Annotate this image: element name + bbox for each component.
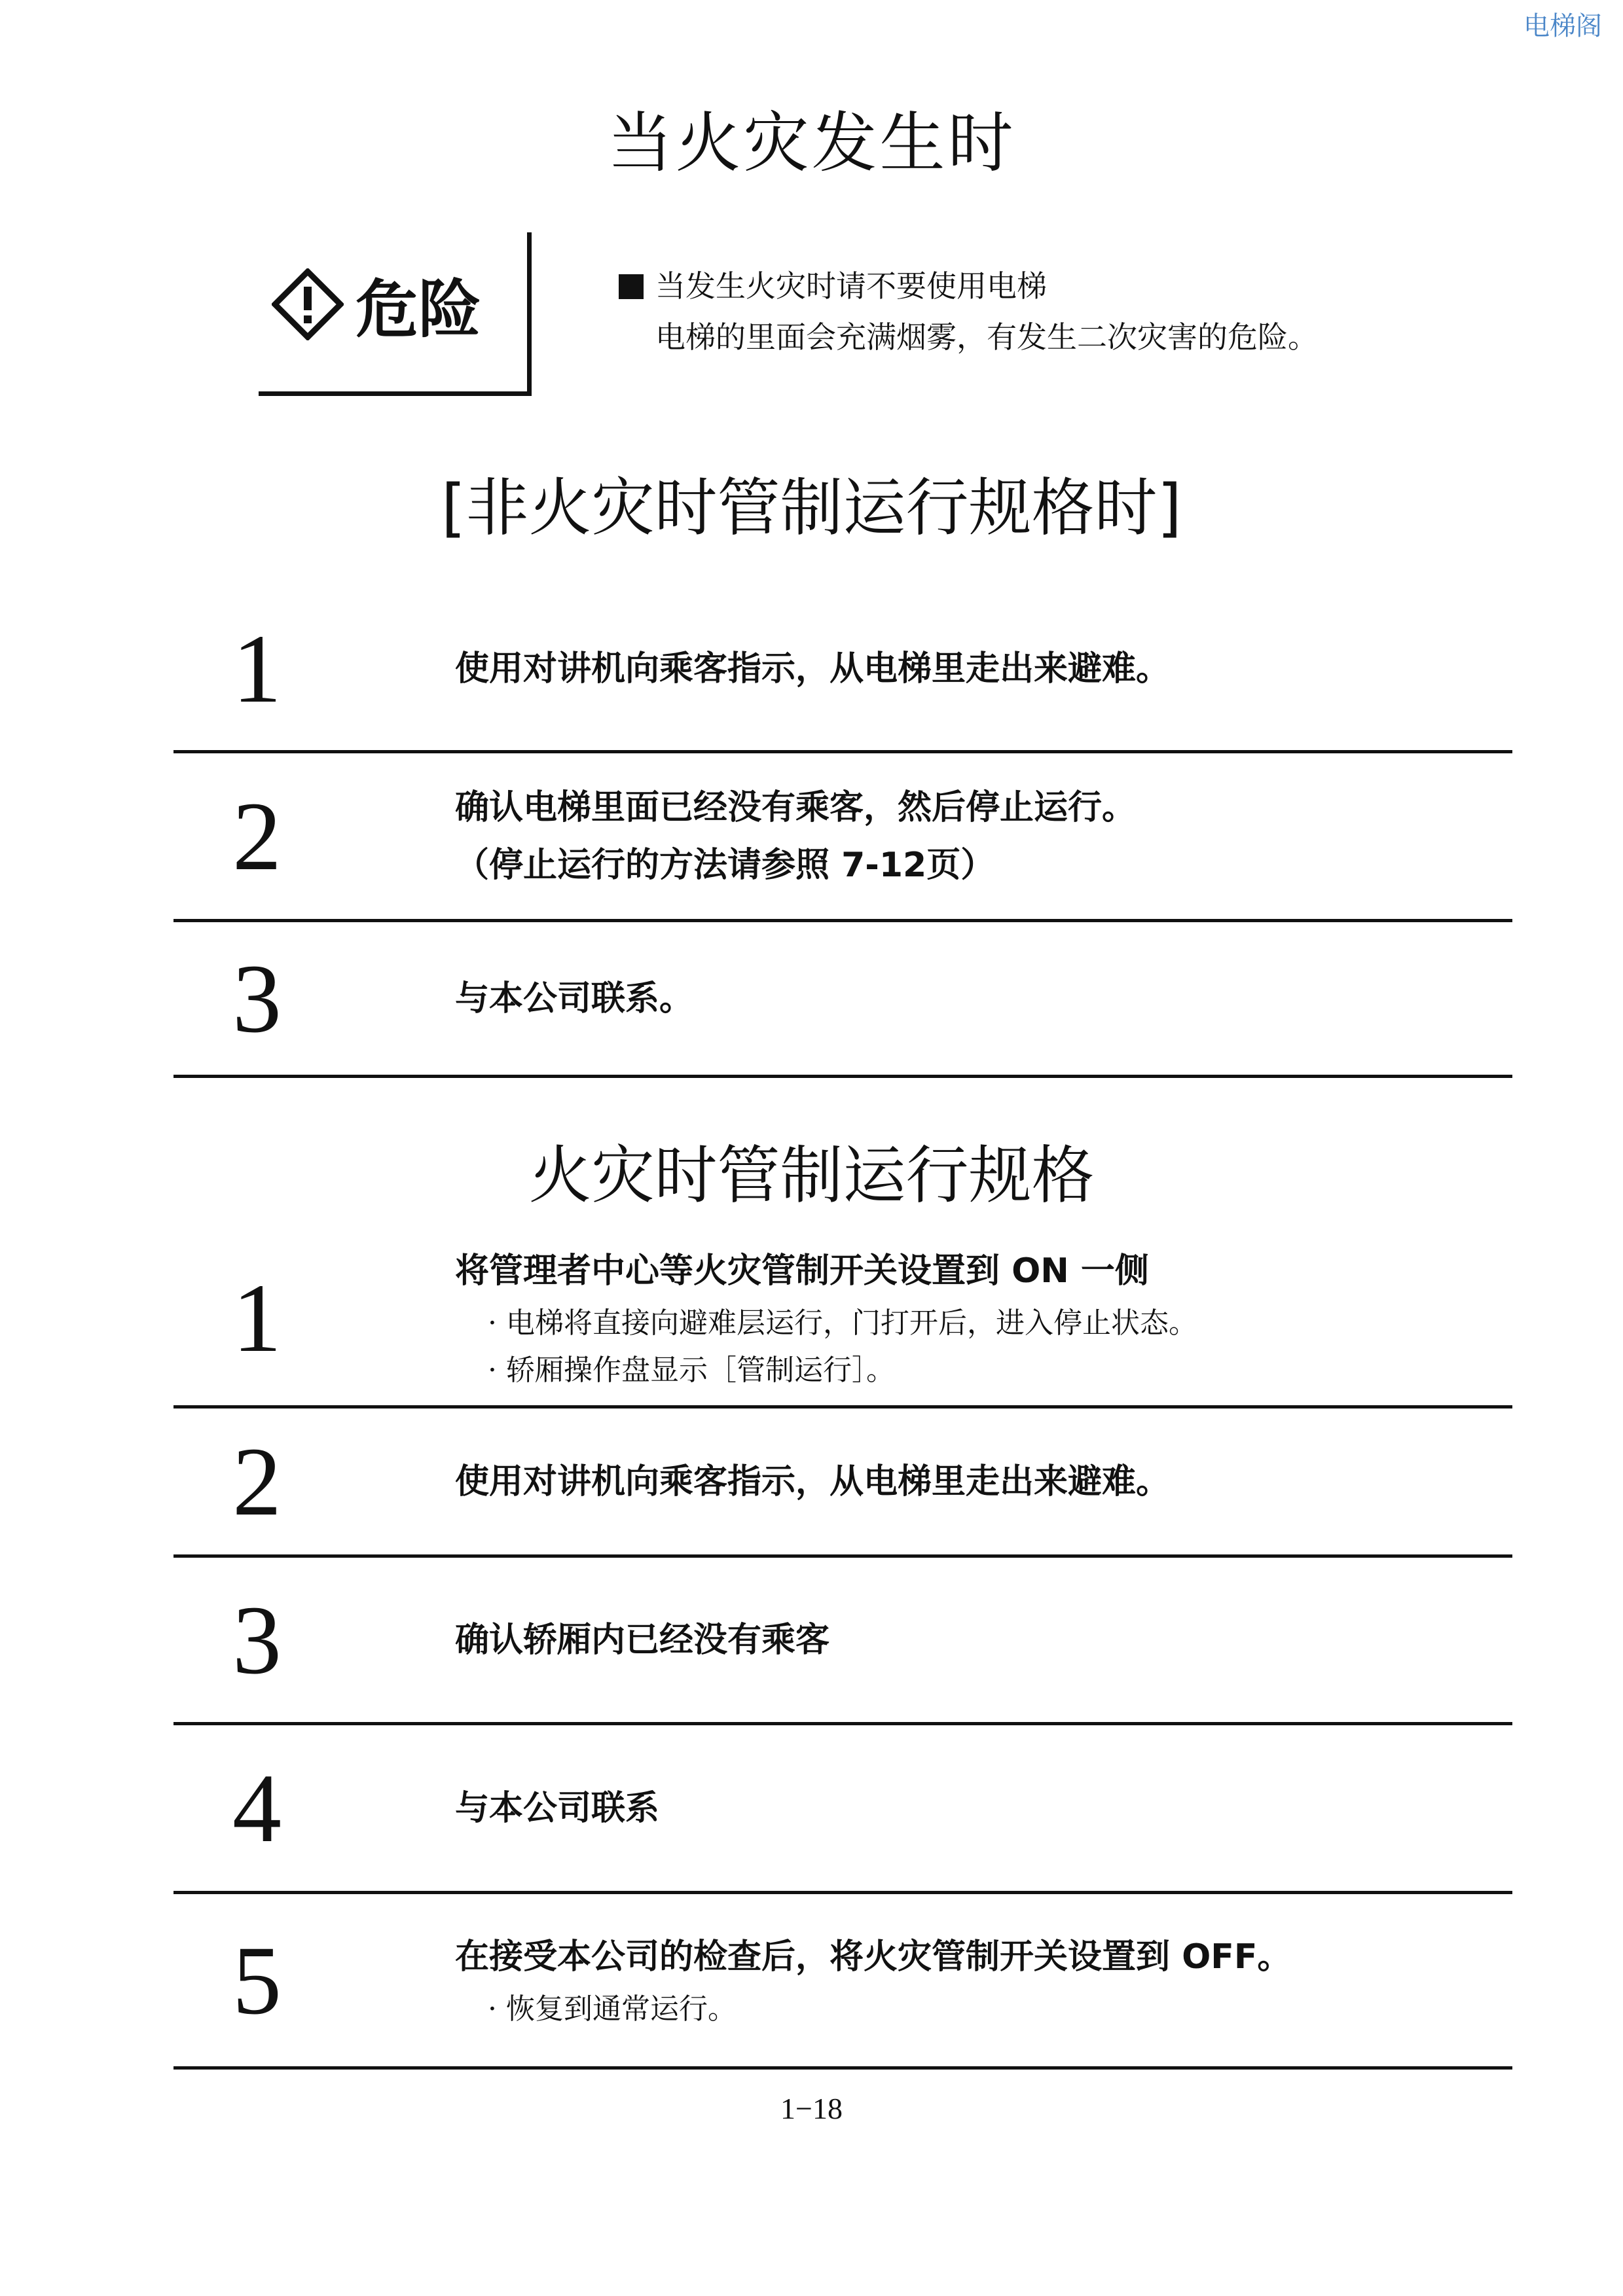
- danger-box-border-bottom: [259, 391, 532, 396]
- step-number: 2: [232, 781, 282, 891]
- step-subtext: · 恢复到通常运行。: [488, 1992, 737, 2026]
- step-number: 5: [232, 1926, 282, 2035]
- step-number: 2: [232, 1427, 282, 1536]
- step-body: [455, 1453, 1170, 1511]
- danger-description: [619, 260, 1318, 363]
- step-body: [455, 779, 1136, 894]
- step-number: 3: [232, 944, 282, 1053]
- step-number: 1: [232, 1263, 282, 1372]
- section-title-fire: 火灾时管制运行规格: [528, 1139, 1095, 1212]
- step-body: [455, 970, 693, 1028]
- step-text: 将管理者中心等火灾管制开关设置到 ON 一侧: [455, 1251, 1149, 1291]
- step-text: 与本公司联系。: [455, 978, 694, 1018]
- square-bullet-icon: [619, 274, 644, 299]
- step-text: 与本公司联系: [455, 1788, 660, 1828]
- step-body: [455, 1611, 830, 1669]
- step-row: [173, 1408, 1512, 1558]
- step-text: 使用对讲机向乘客指示，从电梯里走出来避难。: [455, 649, 1171, 689]
- danger-box: [259, 232, 534, 396]
- step-row: [173, 753, 1512, 922]
- non-fire-steps: [173, 588, 1512, 1078]
- step-row: [173, 1725, 1512, 1894]
- step-row: [173, 1230, 1512, 1408]
- step-body: [455, 1780, 659, 1837]
- step-row: [173, 922, 1512, 1078]
- step-text: 在接受本公司的检查后，将火灾管制开关设置到 OFF。: [455, 1937, 1292, 1977]
- step-row: [173, 588, 1512, 753]
- step-number: 3: [232, 1585, 282, 1695]
- fire-steps: [173, 1230, 1512, 2070]
- step-text-2: （停止运行的方法请参照 7-12页）: [455, 845, 995, 885]
- step-number: 4: [232, 1753, 282, 1863]
- step-body: [455, 1242, 1197, 1394]
- section-title-non-fire: [非火灾时管制运行规格时]: [441, 471, 1182, 545]
- step-subtext: · 电梯将直接向避难层运行，门打开后，进入停止状态。: [488, 1306, 1197, 1340]
- watermark: 电梯阁: [1523, 11, 1602, 41]
- step-body: [455, 640, 1170, 698]
- danger-label: [272, 268, 481, 346]
- danger-box-border-right: [527, 232, 532, 396]
- step-subtext: · 轿厢操作盘显示［管制运行］。: [488, 1353, 895, 1387]
- page-number: 1−18: [780, 2092, 843, 2125]
- page-title: 当火灾发生时: [607, 105, 1016, 181]
- step-text: 确认轿厢内已经没有乘客: [455, 1620, 830, 1660]
- step-row: [173, 1558, 1512, 1725]
- danger-text: 危险: [356, 272, 481, 346]
- step-row: [173, 1894, 1512, 2070]
- danger-line-1: 当发生火灾时请不要使用电梯: [655, 268, 1047, 304]
- step-text: 确认电梯里面已经没有乘客，然后停止运行。: [455, 787, 1137, 827]
- step-text: 使用对讲机向乘客指示，从电梯里走出来避难。: [455, 1462, 1171, 1501]
- step-number: 1: [232, 615, 282, 723]
- step-body: [455, 1928, 1291, 2033]
- danger-line-2: 电梯的里面会充满烟雾，有发生二次灾害的危险。: [655, 319, 1318, 355]
- warning-diamond-icon: [272, 268, 344, 340]
